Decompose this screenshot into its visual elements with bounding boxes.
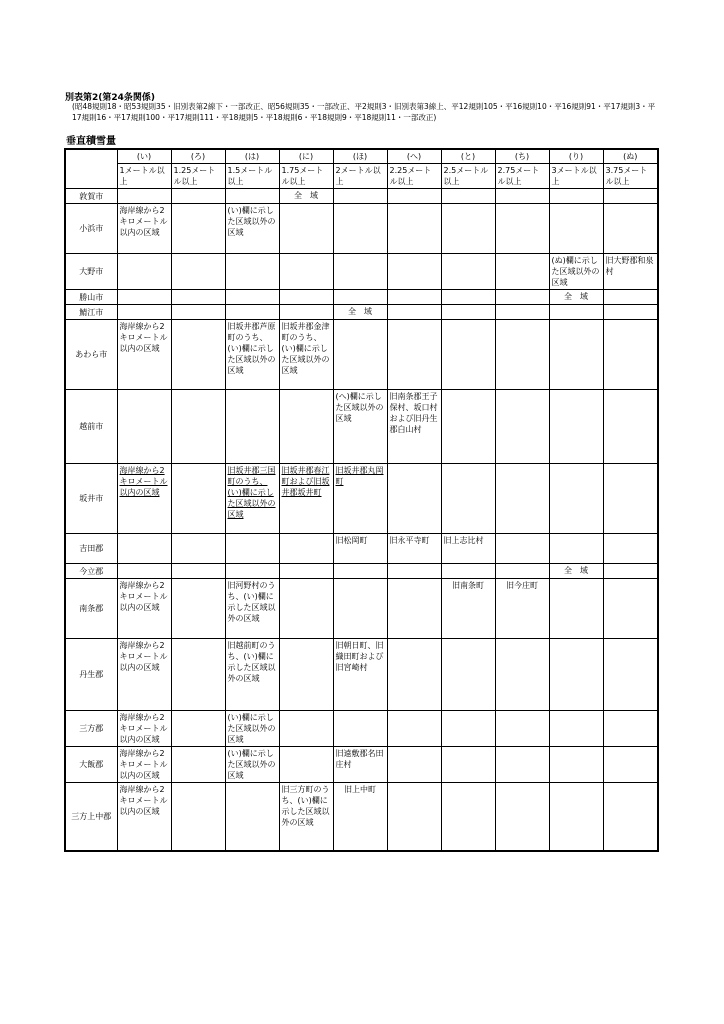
table-row (65, 747, 658, 783)
header-threshold-row (65, 164, 658, 189)
row-city: 坂井市 (65, 464, 117, 534)
cell-i: 海岸線から2キロメートル以内の区域 (117, 320, 171, 390)
table-row (65, 320, 658, 390)
header-threshold: 3.75メートル以上 (603, 164, 658, 189)
cell-i: 海岸線から2キロメートル以内の区域 (117, 204, 171, 254)
cell-ri: (ぬ)欄に示した区域以外の区域 (549, 254, 603, 290)
header-threshold: 2.25メートル以上 (387, 164, 441, 189)
header-kana: (ほ) (333, 149, 387, 164)
header-threshold: 2メートル以上 (333, 164, 387, 189)
cell-ha: 旧坂井郡三国町のうち、(い)欄に示した区域以外の区域 (225, 464, 279, 534)
cell-chi: 旧今庄町 (495, 579, 549, 639)
cell-ho: 旧朝日町、旧織田町および旧宮崎村 (333, 639, 387, 711)
header-kana: (り) (549, 149, 603, 164)
row-city: 大飯郡 (65, 747, 117, 783)
cell-ni: 旧坂井郡金津町のうち、(い)欄に示した区域以外の区域 (279, 320, 333, 390)
cell-he: 旧南条郡王子保村、坂口村および旧丹生郡白山村 (387, 390, 441, 464)
row-city: 丹生郡 (65, 639, 117, 711)
header-kana: (い) (117, 149, 171, 164)
cell-i: 海岸線から2キロメートル以内の区域 (117, 783, 171, 851)
cell-i: 海岸線から2キロメートル以内の区域 (117, 747, 171, 783)
row-city: 鯖江市 (65, 305, 117, 320)
table-row (65, 204, 658, 254)
cell-ho: (へ)欄に示した区域以外の区域 (333, 390, 387, 464)
cell-ha: 旧河野村のうち、(い)欄に示した区域以外の区域 (225, 579, 279, 639)
table-row (65, 639, 658, 711)
row-city: 三方郡 (65, 711, 117, 747)
header-kana: (に) (279, 149, 333, 164)
table-row (65, 564, 658, 579)
cell-ho: 旧遠敷郡名田庄村 (333, 747, 387, 783)
table-row (65, 254, 658, 290)
cell-ha: (い)欄に示した区域以外の区域 (225, 747, 279, 783)
table-row (65, 305, 658, 320)
table-row (65, 290, 658, 305)
cell-ha: (い)欄に示した区域以外の区域 (225, 711, 279, 747)
header-threshold: 2.75メートル以上 (495, 164, 549, 189)
snow-load-table (64, 148, 659, 852)
table-subtitle: 垂直積雪量 (66, 136, 116, 147)
row-city: 大野市 (65, 254, 117, 290)
cell-ho: 旧坂井郡丸岡町 (333, 464, 387, 534)
cell-nu: 旧大野郡和泉村 (603, 254, 658, 290)
cell-to: 旧上志比村 (441, 534, 495, 564)
cell-i: 海岸線から2キロメートル以内の区域 (117, 579, 171, 639)
header-kana: (は) (225, 149, 279, 164)
header-kana: (ろ) (171, 149, 225, 164)
cell-ha: (い)欄に示した区域以外の区域 (225, 204, 279, 254)
row-city: 越前市 (65, 390, 117, 464)
cell-all: 全 域 (333, 305, 387, 320)
header-threshold: 3メートル以上 (549, 164, 603, 189)
header-kana: (ち) (495, 149, 549, 164)
row-city: 敦賀市 (65, 189, 117, 204)
cell-i: 海岸線から2キロメートル以内の区域 (117, 464, 171, 534)
cell-all: 全 域 (549, 290, 603, 305)
header-corner (65, 149, 117, 189)
row-city: 勝山市 (65, 290, 117, 305)
cell-he: 旧永平寺町 (387, 534, 441, 564)
cell-ha: 旧越前町のうち、(い)欄に示した区域以外の区域 (225, 639, 279, 711)
row-city: 吉田郡 (65, 534, 117, 564)
cell-ho: 旧上中町 (333, 783, 387, 851)
header-threshold: 2.5メートル以上 (441, 164, 495, 189)
row-city: あわら市 (65, 320, 117, 390)
row-city: 三方上中郡 (65, 783, 117, 851)
table-row (65, 783, 658, 851)
table-row (65, 464, 658, 534)
row-city: 今立郡 (65, 564, 117, 579)
table-row (65, 189, 658, 204)
cell-to: 旧南条町 (441, 579, 495, 639)
cell-i: 海岸線から2キロメートル以内の区域 (117, 711, 171, 747)
header-threshold: 1メートル以上 (117, 164, 171, 189)
cell-all: 全 域 (279, 189, 333, 204)
table-row (65, 534, 658, 564)
header-threshold: 1.5メートル以上 (225, 164, 279, 189)
cell-all: 全 域 (549, 564, 603, 579)
header-kana: (ぬ) (603, 149, 658, 164)
amendment-history: (昭48規則18・昭53規則35・旧別表第2線下・一部改正、昭56規則35・一部改正、平2規則3・旧別表第3線上、平12規則105・平16規則10・平16規則91・平17規則3・平17規則16・平17規則100・平17規則111・平18規則5・平18規則6・平18規則9・平18規則11・一部改正) (72, 102, 656, 122)
header-kana: (と) (441, 149, 495, 164)
header-threshold: 1.25メートル以上 (171, 164, 225, 189)
header-kana-row (65, 149, 658, 164)
cell-ho: 旧松岡町 (333, 534, 387, 564)
cell-i: 海岸線から2キロメートル以内の区域 (117, 639, 171, 711)
table-row (65, 390, 658, 464)
table-row (65, 711, 658, 747)
cell-ha: 旧坂井郡芦原町のうち、(い)欄に示した区域以外の区域 (225, 320, 279, 390)
table-row (65, 579, 658, 639)
header-kana: (へ) (387, 149, 441, 164)
cell-ni: 旧三方町のうち、(い)欄に示した区域以外の区域 (279, 783, 333, 851)
row-city: 小浜市 (65, 204, 117, 254)
header-threshold: 1.75メートル以上 (279, 164, 333, 189)
document-title: 別表第2(第24条関係) (65, 93, 156, 103)
row-city: 南条郡 (65, 579, 117, 639)
cell-ni: 旧坂井郡春江町および旧坂井郡坂井町 (279, 464, 333, 534)
